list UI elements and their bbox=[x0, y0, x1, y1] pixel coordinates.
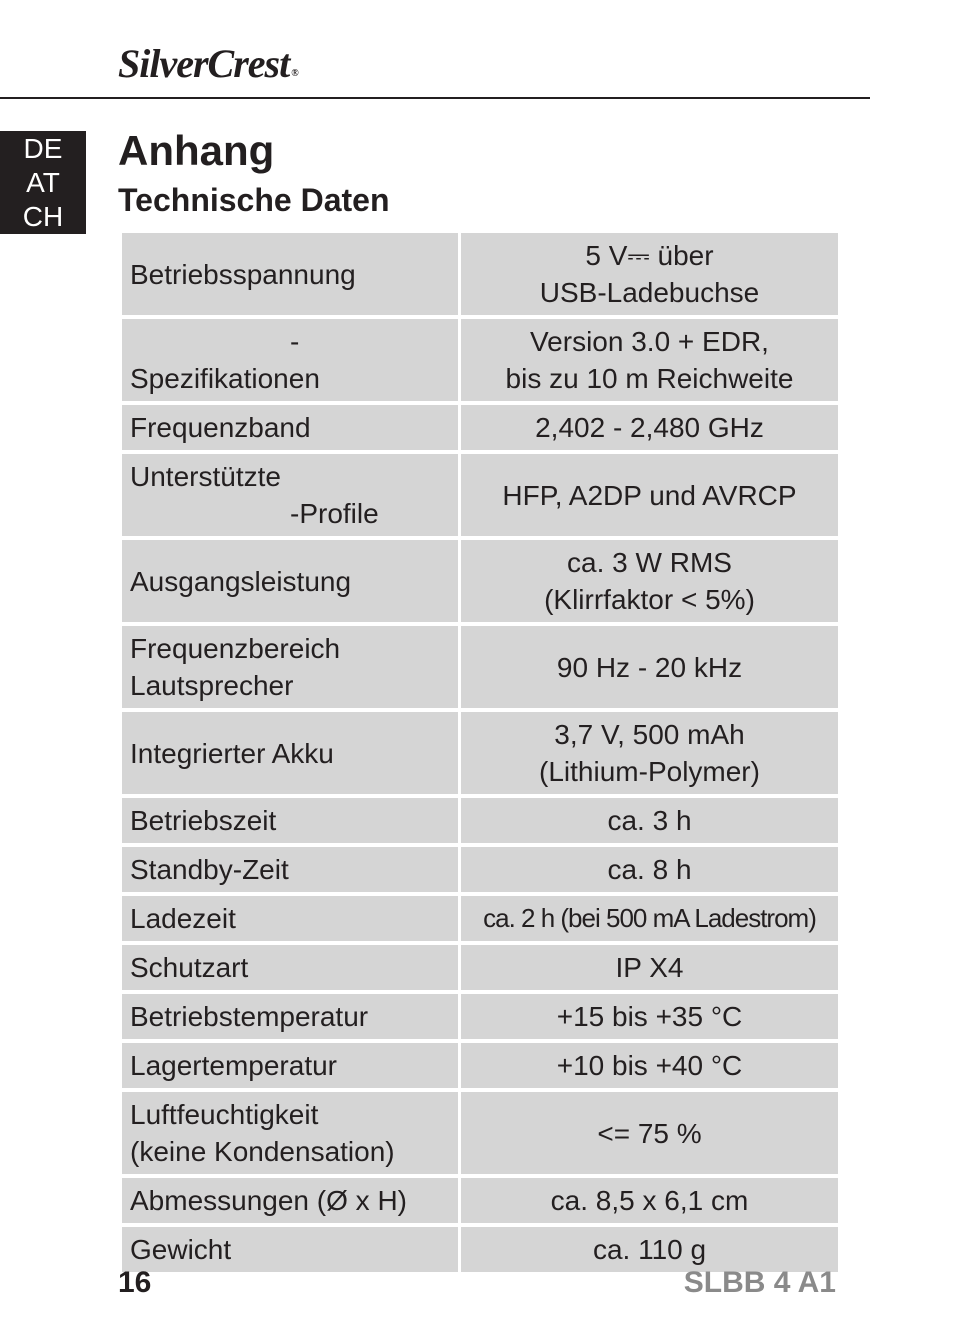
spec-label: Betriebsspannung bbox=[122, 233, 458, 315]
spec-row bbox=[122, 1178, 838, 1223]
lang-at: AT bbox=[26, 166, 60, 198]
spec-row bbox=[122, 945, 838, 990]
spec-value: 3,7 V, 500 mAh (Lithium-Polymer) bbox=[461, 712, 838, 794]
spec-value: 90 Hz - 20 kHz bbox=[461, 626, 838, 708]
spec-value: ca. 2 h (bei 500 mA Ladestrom) bbox=[461, 896, 838, 941]
spec-row bbox=[122, 896, 838, 941]
spec-value: Version 3.0 + EDR, bis zu 10 m Reichweite bbox=[461, 319, 838, 401]
spec-row bbox=[122, 626, 838, 708]
spec-label: Unterstützte -Profile bbox=[122, 454, 458, 536]
spec-value: IP X4 bbox=[461, 945, 838, 990]
spec-label: Frequenzbereich Lautsprecher bbox=[122, 626, 458, 708]
model-number: SLBB 4 A1 bbox=[683, 1266, 836, 1299]
spec-label: Abmessungen (Ø x H) bbox=[122, 1178, 458, 1223]
spec-label: Betriebstemperatur bbox=[122, 994, 458, 1039]
spec-row bbox=[122, 1043, 838, 1088]
section-title: Anhang bbox=[118, 127, 275, 174]
spec-row bbox=[122, 712, 838, 794]
header-rule bbox=[0, 97, 870, 99]
spec-row bbox=[122, 233, 838, 315]
spec-label: Ausgangsleistung bbox=[122, 540, 458, 622]
spec-value: 2,402 - 2,480 GHz bbox=[461, 405, 838, 450]
spec-label: Luftfeuchtigkeit (keine Kondensation) bbox=[122, 1092, 458, 1174]
spec-label: Betriebszeit bbox=[122, 798, 458, 843]
spec-value: ca. 3 h bbox=[461, 798, 838, 843]
spec-label: Ladezeit bbox=[122, 896, 458, 941]
spec-value: ca. 110 g bbox=[461, 1227, 838, 1272]
page-number: 16 bbox=[118, 1266, 152, 1299]
spec-value: +15 bis +35 °C bbox=[461, 994, 838, 1039]
spec-row bbox=[122, 847, 838, 892]
spec-row bbox=[122, 319, 838, 401]
spec-value: ca. 8,5 x 6,1 cm bbox=[461, 1178, 838, 1223]
section-subtitle: Technische Daten bbox=[118, 182, 390, 218]
spec-label: Integrierter Akku bbox=[122, 712, 458, 794]
lang-ch: CH bbox=[22, 200, 64, 232]
spec-row bbox=[122, 994, 838, 1039]
spec-table bbox=[119, 229, 841, 1276]
spec-label: Lagertemperatur bbox=[122, 1043, 458, 1088]
spec-value: ca. 8 h bbox=[461, 847, 838, 892]
spec-row bbox=[122, 405, 838, 450]
spec-label: - Spezifikationen bbox=[122, 319, 458, 401]
spec-row bbox=[122, 454, 838, 536]
brand-logo: SilverCrest ® bbox=[118, 41, 298, 86]
spec-value: ca. 3 W RMS (Klirrfaktor < 5%) bbox=[461, 540, 838, 622]
spec-label: Frequenzband bbox=[122, 405, 458, 450]
spec-value: HFP, A2DP und AVRCP bbox=[461, 454, 838, 536]
spec-value: 5 V⎓ über USB-Ladebuchse bbox=[461, 233, 838, 315]
spec-label: Schutzart bbox=[122, 945, 458, 990]
language-tab bbox=[0, 131, 86, 234]
lang-de: DE bbox=[23, 132, 63, 164]
spec-label: Standby-Zeit bbox=[122, 847, 458, 892]
spec-row bbox=[122, 540, 838, 622]
spec-row bbox=[122, 798, 838, 843]
spec-value: <= 75 % bbox=[461, 1092, 838, 1174]
spec-label: Gewicht bbox=[122, 1227, 458, 1272]
spec-value: +10 bis +40 °C bbox=[461, 1043, 838, 1088]
spec-row bbox=[122, 1092, 838, 1174]
